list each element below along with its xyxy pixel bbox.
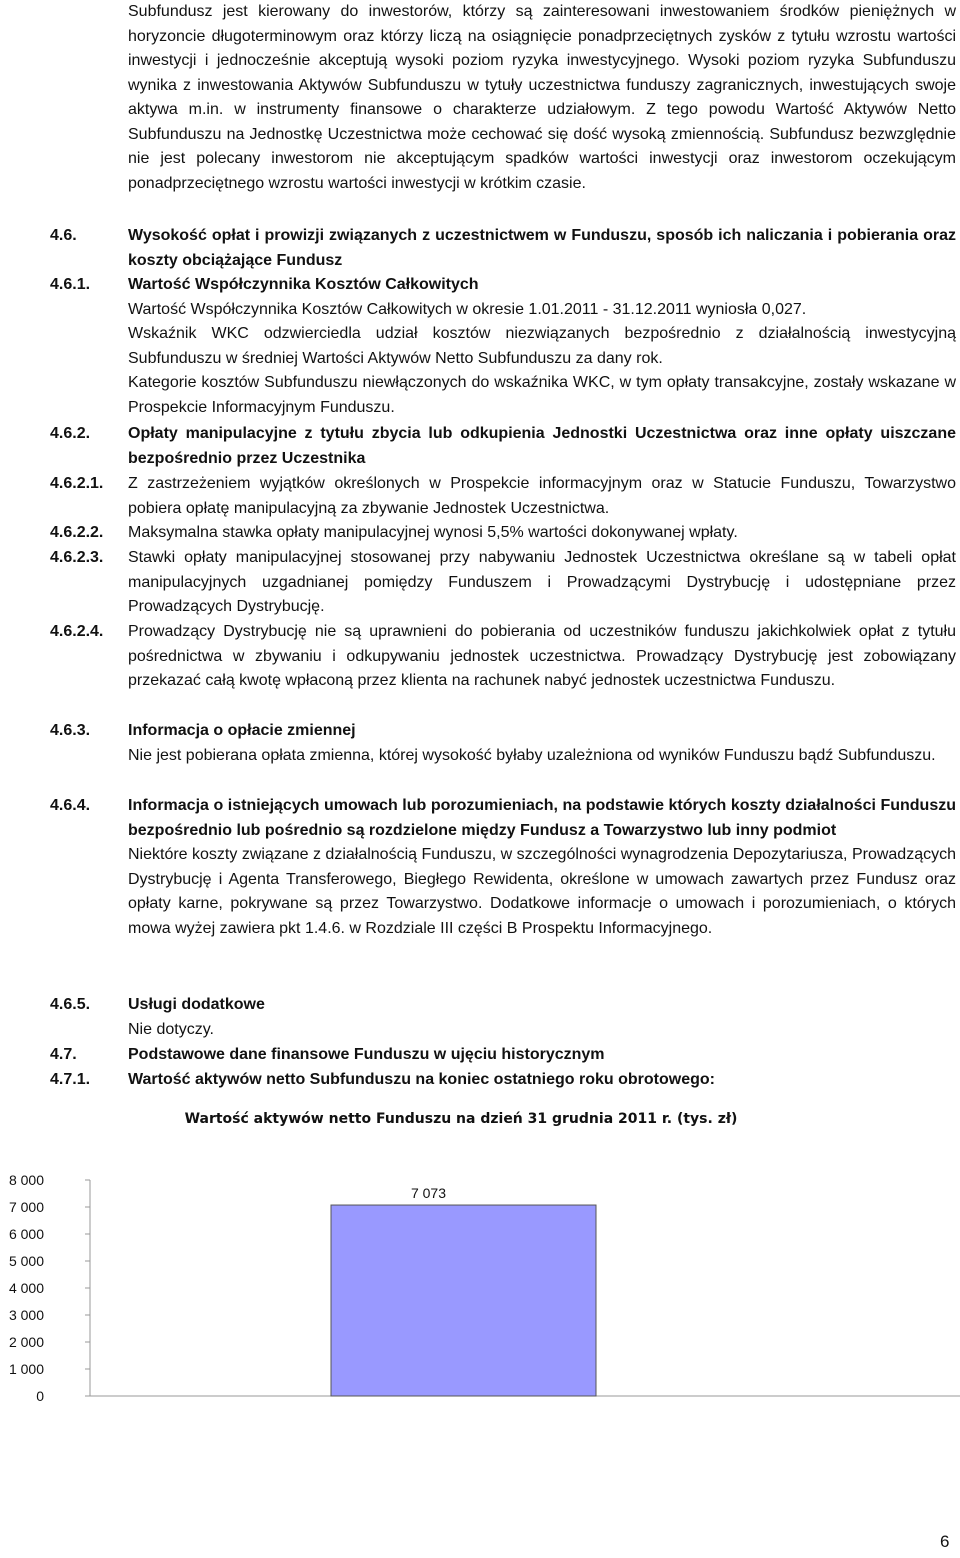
section-number: 4.6.3. <box>50 722 91 739</box>
section-heading: Informacja o opłacie zmiennej <box>128 722 356 739</box>
y-tick-label: 4 000 <box>8 1280 44 1296</box>
paragraph: Maksymalna stawka opłaty manipulacyjnej wynosi 5,5% wartości dokonywanej wpłaty. <box>128 524 738 541</box>
section-body <box>128 993 956 1042</box>
y-tick-label: 8 000 <box>8 1172 44 1188</box>
section-heading: Informacja o istniejących umowach lub porozumieniach, na podstawie których koszty działalności Funduszu bezpośrednio lub pośrednio są rozdzielone między Fundusz a Towarzystwo lub inny podmiot <box>128 797 956 839</box>
section-heading: Usługi dodatkowe <box>128 996 265 1013</box>
y-tick-label: 5 000 <box>8 1253 44 1269</box>
section-number: 4.6.2. <box>50 425 91 442</box>
section-number: 4.6.5. <box>50 996 91 1013</box>
section-number: 4.6.2.1. <box>50 475 104 492</box>
paragraph: Niektóre koszty związane z działalnością Funduszu, w szczególności wynagrodzenia Depozytariusza, Prowadzących Dystrybucję i Agenta Transferowego, Biegłego Rewidenta, określone w umowach zawartych przez Fundusz oraz opłaty karne, pokrywane są przez Towarzystwo. Dodatkowe informacje o umowach i porozumieniach, o których mowa wyżej zawiera pkt 1.4.6. w Rozdziale III części B Prospektu Informacyjnego. <box>128 846 956 937</box>
y-tick-label: 0 <box>36 1388 44 1404</box>
section-heading: Wartość aktywów netto Subfunduszu na koniec ostatniego roku obrotowego: <box>128 1071 715 1088</box>
bar-data-label: 7 073 <box>410 1185 447 1202</box>
y-tick-label: 1 000 <box>8 1361 44 1377</box>
section-heading: Wysokość opłat i prowizji związanych z uczestnictwem w Funduszu, sposób ich naliczania i pobierania oraz koszty obciążające Fundusz <box>128 227 956 269</box>
paragraph: Nie jest pobierana opłata zmienna, której wysokość byłaby uzależniona od wyników Funduszu bądź Subfunduszu. <box>128 746 936 764</box>
section-number: 4.7.1. <box>50 1071 91 1088</box>
y-tick-label: 2 000 <box>8 1334 44 1350</box>
section-number: 4.6.2.2. <box>50 524 104 541</box>
section-heading: Opłaty manipulacyjne z tytułu zbycia lub odkupienia Jednostki Uczestnictwa oraz inne opłaty uiszczane bezpośrednio przez Uczestnika <box>128 425 956 467</box>
bars-group <box>331 1185 596 1396</box>
paragraph: Z zastrzeżeniem wyjątków określonych w Prospekcie informacyjnym oraz w Statucie Funduszu, Towarzystwo pobiera opłatę manipulacyjną za zbywanie Jednostek Uczestnictwa. <box>128 475 956 517</box>
y-tick-label: 3 000 <box>8 1307 44 1323</box>
paragraph: Kategorie kosztów Subfunduszu niewłączonych do wskaźnika WKC, w tym opłaty transakcyjne, zostały wskazane w Prospekcie Informacyjnym Funduszu. <box>128 374 956 416</box>
paragraph: Nie dotyczy. <box>128 1020 214 1038</box>
y-tick-label: 7 000 <box>8 1199 44 1215</box>
section-number: 4.6. <box>50 227 77 244</box>
section-heading: Podstawowe dane finansowe Funduszu w ujęciu historycznym <box>128 1046 605 1063</box>
section-number: 4.6.2.4. <box>50 623 104 640</box>
section-number: 4.6.1. <box>50 276 91 293</box>
section-number: 4.6.2.3. <box>50 549 104 566</box>
bar-chart <box>0 1160 960 1460</box>
chart-title: Wartość aktywów netto Funduszu na dzień 31 grudnia 2011 r. (tys. zł) <box>184 1111 738 1127</box>
y-axis-ticks <box>9 1172 90 1404</box>
section-body <box>128 719 956 768</box>
page-number: 6 <box>940 1532 950 1551</box>
paragraph: Wskaźnik WKC odzwierciedla udział kosztów niezwiązanych bezpośrednio z działalnością inwestycyjną Subfunduszu w średniej Wartości Aktywów Netto Subfunduszu za dany rok. <box>128 325 956 367</box>
section-number: 4.7. <box>50 1046 77 1063</box>
section-number: 4.6.4. <box>50 797 91 814</box>
intro-paragraph: Subfundusz jest kierowany do inwestorów, którzy są zainteresowani inwestowaniem środków pieniężnych w horyzoncie długoterminowym oraz którzy liczą na osiągnięcie ponadprzeciętnych zysków z tytułu wzrostu wartości inwestycji i jednocześnie akceptują wysoki poziom ryzyka inwestycyjnego. Wysoki poziom ryzyka Subfunduszu wynika z inwestowania Aktywów Subfunduszu w tytuły uczestnictwa funduszy zagranicznych, inwestujących swoje aktywa m.in. w instrumenty finansowe o charakterze udziałowym. Z tego powodu Wartość Aktywów Netto Subfunduszu na Jednostkę Uczestnictwa może cechować się dość wysoką zmiennością. Subfundusz bezwzględnie nie jest polecany inwestorom nie akceptującym spadków wartości inwestycji oraz inwestorom oczekującym ponadprzeciętnego wzrostu wartości inwestycji w krótkim czasie. <box>128 3 956 192</box>
paragraph: Prowadzący Dystrybucję nie są uprawnieni do pobierania od uczestników funduszu jakichkolwiek opłat z tytułu pośrednictwa w zbywaniu i odkupywaniu jednostek uczestnictwa. Prowadzący Dystrybucję jest zobowiązany przekazać całą kwotę wpłaconą przez klienta na rachunek nabyć jednostek uczestnictwa Funduszu. <box>128 623 956 689</box>
section-body <box>128 794 956 941</box>
paragraph: Wartość Współczynnika Kosztów Całkowitych w okresie 1.01.2011 - 31.12.2011 wyniosła 0,027. <box>128 300 807 318</box>
y-tick-label: 6 000 <box>8 1226 44 1242</box>
section-body <box>128 273 956 420</box>
bar <box>331 1205 596 1396</box>
section-heading: Wartość Współczynnika Kosztów Całkowitych <box>128 276 479 293</box>
paragraph: Stawki opłaty manipulacyjnej stosowanej przy nabywaniu Jednostek Uczestnictwa określane są w tabeli opłat manipulacyjnych uzgadnianej pomiędzy Funduszem i Prowadzącymi Dystrybucję i udostępniane przez Prowadzących Dystrybucję. <box>128 549 956 615</box>
